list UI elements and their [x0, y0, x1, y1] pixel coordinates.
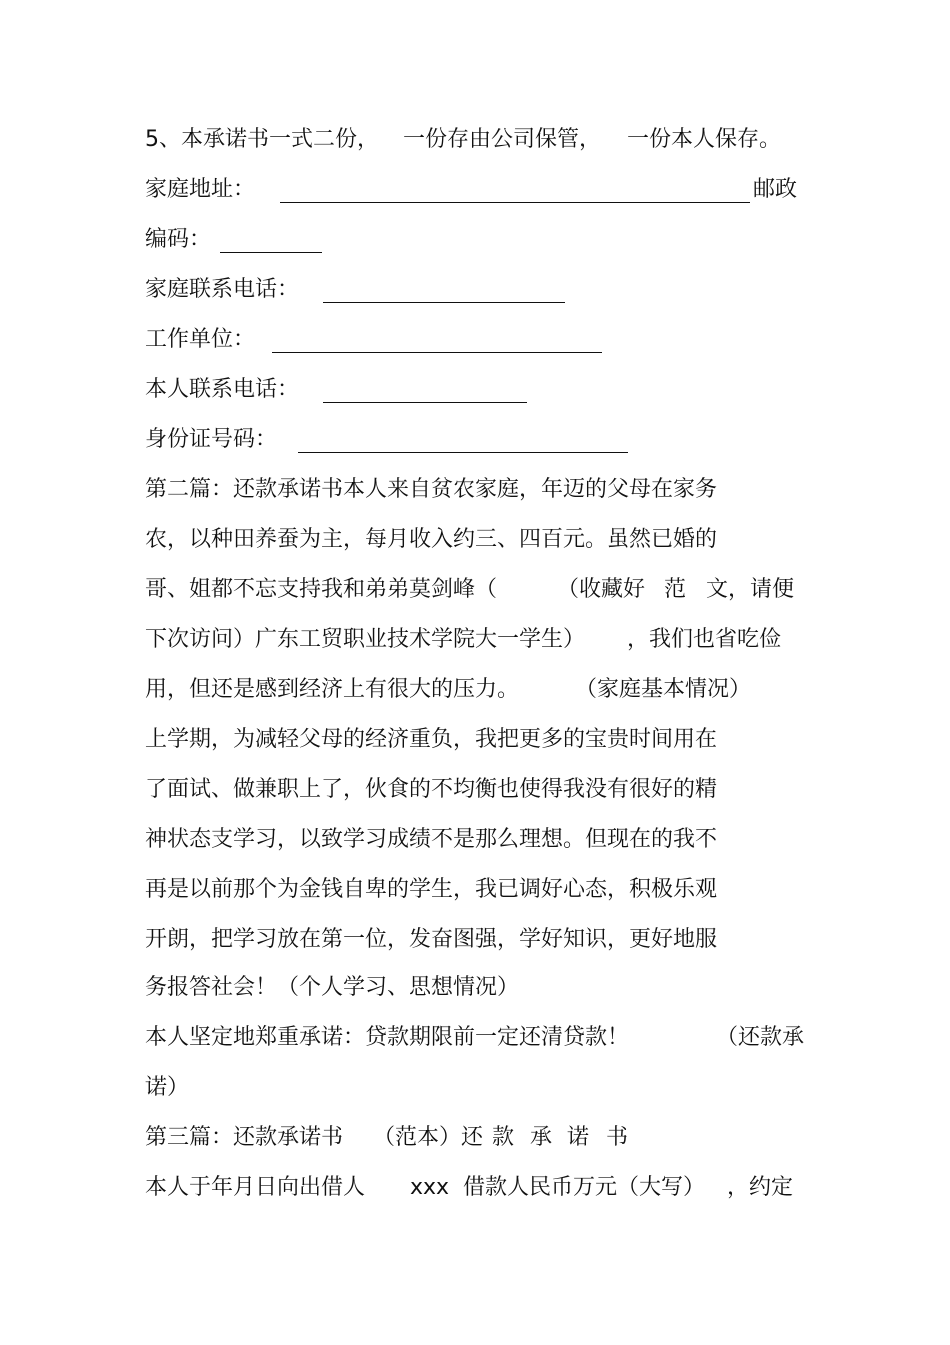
section3-title: 承	[530, 1125, 553, 1150]
section2-line: （还款承	[716, 1025, 805, 1050]
home-phone-label: 家庭联系电话：	[145, 277, 300, 302]
home-address-label: 家庭地址：	[145, 177, 256, 202]
section2-line: 本人坚定地郑重承诺：贷款期限前一定还清贷款！	[145, 1025, 630, 1050]
section3-title: 第三篇：还款承诺书	[145, 1125, 344, 1150]
section2-line: 用，但还是感到经济上有很大的压力。	[145, 677, 520, 702]
section2-line: 上学期，为减轻父母的经济重负，我把更多的宝贵时间用在	[145, 727, 718, 752]
section3-body: 借款人民币万元（大写）	[463, 1175, 706, 1200]
postal-prefix: 邮政	[753, 177, 798, 202]
section2-line: 下次访问）广东工贸职业技术学院大一学生）	[145, 627, 586, 652]
section3-title: （范本）还	[373, 1125, 484, 1150]
section2-line: 哥、姐都不忘支持我和弟弟莫剑峰（	[145, 577, 498, 602]
home-address-blank[interactable]	[280, 180, 750, 203]
own-phone-label: 本人联系电话：	[145, 377, 300, 402]
work-unit-label: 工作单位：	[145, 327, 256, 352]
section3-title: 书	[606, 1125, 629, 1150]
section3-body: xxx	[410, 1175, 450, 1200]
item5-part2: 一份存由公司保管，	[403, 127, 602, 152]
section3-body: 本人于年月日向出借人	[145, 1175, 366, 1200]
item5-part1: 5、本承诺书一式二份，	[145, 127, 379, 152]
section2-line: 开朗，把学习放在第一位，发奋图强，学好知识，更好地服	[145, 927, 718, 952]
postal-code-label: 编码：	[145, 227, 212, 252]
section2-line: 务报答社会！（个人学习、思想情况）	[145, 975, 520, 1000]
section3-body: ，约定	[727, 1175, 794, 1200]
section3-title: 诺	[567, 1125, 590, 1150]
section2-line: 神状态支学习，以致学习成绩不是那么理想。但现在的我不	[145, 827, 718, 852]
section2-line: （家庭基本情况）	[575, 677, 752, 702]
item5-part3: 一份本人保存。	[627, 127, 782, 152]
section3-title: 款	[492, 1125, 515, 1150]
id-number-blank[interactable]	[298, 430, 628, 453]
section2-line: 农，以种田养蚕为主，每月收入约三、四百元。虽然已婚的	[145, 527, 718, 552]
work-unit-blank[interactable]	[272, 330, 602, 353]
section2-line: 文，请便	[706, 577, 795, 602]
section2-line: （收藏好	[557, 577, 646, 602]
home-phone-blank[interactable]	[323, 280, 565, 303]
id-number-label: 身份证号码：	[145, 427, 278, 452]
section2-line: 再是以前那个为金钱自卑的学生，我已调好心态，积极乐观	[145, 877, 718, 902]
section2-line: 了面试、做兼职上了，伙食的不均衡也使得我没有很好的精	[145, 777, 718, 802]
section2-line: 范	[664, 577, 687, 602]
own-phone-blank[interactable]	[323, 380, 527, 403]
postal-code-blank[interactable]	[220, 230, 322, 253]
section2-line: 第二篇：还款承诺书本人来自贫农家庭，年迈的父母在家务	[145, 477, 718, 502]
section2-line: 诺）	[145, 1075, 190, 1100]
section2-line: ，我们也省吃俭	[627, 627, 782, 652]
